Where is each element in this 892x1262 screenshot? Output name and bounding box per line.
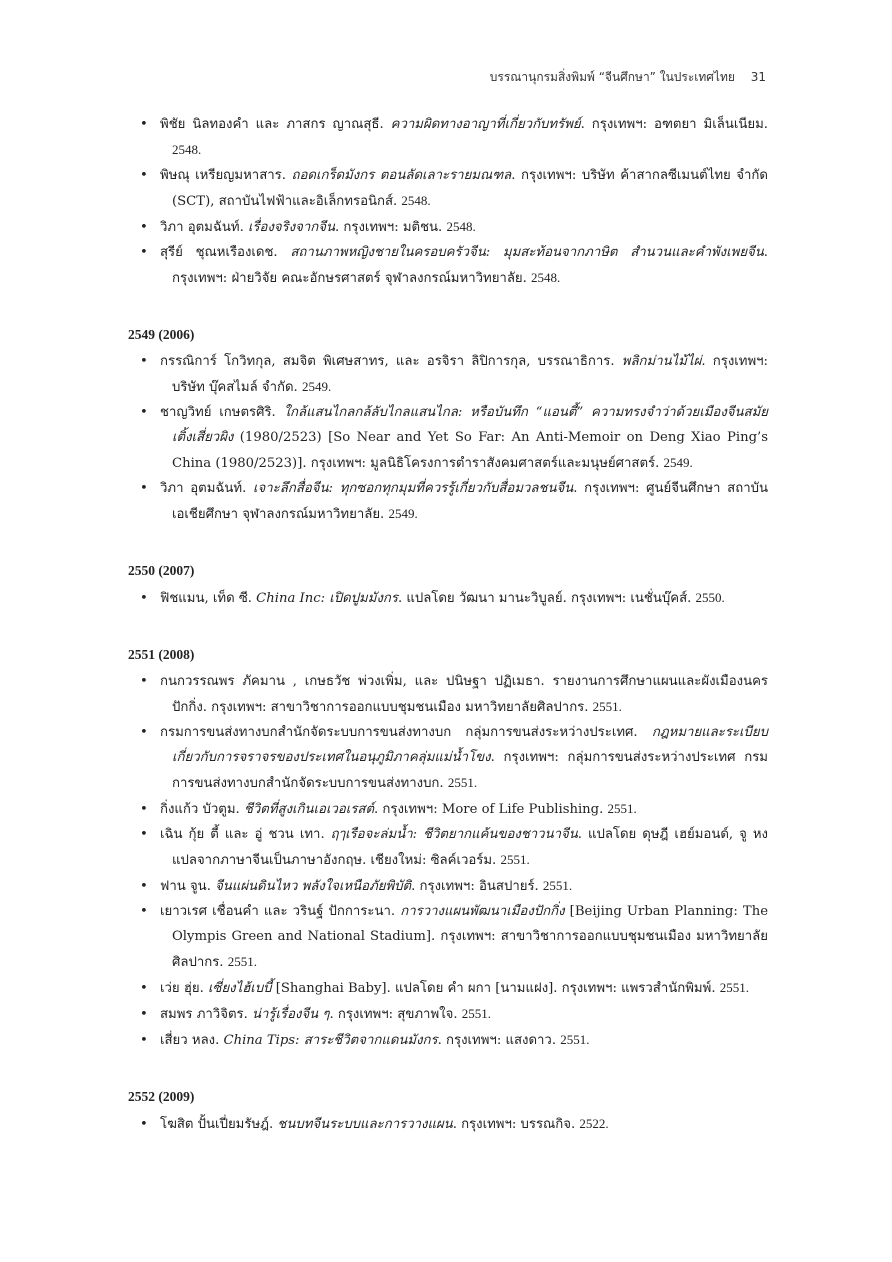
entry-year: 2549.: [663, 455, 693, 470]
entry-title: ฤๅเรือจะล่มน้ำ: ชีวิตยากแค้นของชาวนาจีน: [330, 827, 578, 842]
entry-author-text: ฟาน จูน.: [160, 879, 216, 894]
bibliography-entry: [128, 720, 768, 796]
bibliography-entry: [128, 873, 768, 899]
bibliography-entry: [128, 975, 768, 1001]
entry-year: 2551.: [227, 954, 257, 969]
bibliography-entry: [128, 400, 768, 476]
entry-author-text: เยาวเรศ เชื่อนคำ และ วรินฐ์ ปักการะนา.: [160, 904, 401, 919]
entry-year: 2548.: [172, 142, 202, 157]
entry-author-text: กรรณิการ์ โกวิทกุล, สมจิต พิเศษสาทร, และ อรจิรา ลิปิการกุล, บรรณาธิการ.: [160, 354, 622, 369]
entry-title: ชีวิตที่สูงเกินเอเวอเรสต์: [243, 802, 375, 817]
entry-author-text: เฉิน กุ้ย ตี้ และ อู่ ชวน เทา.: [160, 827, 331, 842]
entry-title: น่ารู้เรื่องจีน ๆ: [251, 1007, 330, 1022]
entry-author-text: โฆสิต ปั้นเปี่ยมรัษฎ์.: [160, 1117, 278, 1132]
bibliography-entry: [128, 669, 768, 720]
entry-title: จีนแผ่นดินไหว พลังใจเหนือภัยพิบัติ: [215, 879, 412, 894]
year-section: [128, 323, 768, 527]
entry-author-text: ฟิชแมน, เท็ด ซี.: [160, 591, 257, 606]
section-entries: [128, 585, 768, 611]
section-entries: [128, 1111, 768, 1137]
section-entries: [128, 349, 768, 527]
entry-title: China Tips: สาระชีวิตจากแดนมังกร: [223, 1033, 438, 1048]
entry-publication-text: . กรุงเทพฯ: บริษัท บุ๊คสไมล์ จำกัด.: [172, 354, 768, 395]
entry-author-text: ชาญวิทย์ เกษตรศิริ.: [160, 405, 284, 420]
entry-title: China Inc: เปิดปูมมังกร: [256, 591, 398, 606]
entry-author-text: พิษณุ เหรียญมหาสาร.: [160, 168, 292, 183]
entry-publication-text: . กรุงเทพฯ: More of Life Publishing.: [374, 802, 608, 817]
entry-author-text: พิชัย นิลทองคำ และ ภาสกร ญาณสุธี.: [160, 117, 391, 132]
entry-author-text: กิ่งแก้ว บัวตูม.: [160, 802, 244, 817]
entry-year: 2522.: [579, 1116, 609, 1131]
intro-entries: [128, 112, 768, 291]
entry-title: ถอดเกร็ดมังกร ตอนลัดเลาะรายมณฑล: [291, 168, 512, 183]
entry-year: 2549.: [388, 506, 418, 521]
bibliography-entry: [128, 899, 768, 975]
entry-author-text: เว่ย ฮุ่ย.: [160, 981, 208, 996]
bibliography-entry: [128, 476, 768, 527]
entry-year: 2551.: [500, 852, 530, 867]
entry-publication-text: . กรุงเทพฯ: ศูนย์จีนศึกษา สถาบันเอเชียศึกษา จุฬาลงกรณ์มหาวิทยาลัย.: [172, 481, 769, 522]
bibliography-content: [128, 112, 768, 1137]
page-number: 31: [750, 70, 766, 84]
bibliography-entry: [128, 1111, 768, 1137]
entry-author-text: วิภา อุตมฉันท์.: [160, 481, 254, 496]
entry-year: 2550.: [695, 590, 725, 605]
entry-year: 2551.: [592, 699, 622, 714]
bibliography-entry: [128, 796, 768, 822]
year-section: [128, 559, 768, 611]
entry-year: 2551.: [719, 980, 749, 995]
bibliography-entry: [128, 112, 768, 163]
entry-year: 2551.: [542, 878, 573, 893]
entry-publication-text: . กรุงเทพฯ: กลุ่มการขนส่งระหว่างประเทศ กรมการขนส่งทางบกสำนักจัดระบบการขนส่งทางบก.: [172, 750, 768, 791]
entry-publication-text: . กรุงเทพฯ: สุขภาพใจ.: [329, 1007, 462, 1022]
entry-publication-text: [Beijing Urban Planning: The Olympis Green and National Stadium]. กรุงเทพฯ: สาขาวิชาการออกแบบชุมชนเมือง มหาวิทยาลัยศิลปากร.: [172, 904, 768, 970]
entry-publication-text: . กรุงเทพฯ: แสงดาว.: [437, 1033, 561, 1048]
entry-title: สถานภาพหญิงชายในครอบครัวจีน: มุมสะท้อนจากภาษิต สำนวนและคำพังเพยจีน: [290, 245, 764, 260]
entry-publication-text: . แปลโดย วัฒนา มานะวิบูลย์. กรุงเทพฯ: เนชั่นบุ๊คส์.: [397, 591, 696, 606]
entry-publication-text: . กรุงเทพฯ: มติชน.: [335, 220, 447, 235]
entry-title: เจาะลึกสื่อจีน: ทุกซอกทุกมุมที่ควรรู้เกี่ยวกับสื่อมวลชนจีน: [253, 481, 574, 496]
sections-container: [128, 323, 768, 1137]
entry-year: 2551.: [461, 1006, 491, 1021]
year-section: [128, 643, 768, 1053]
entry-year: 2548.: [531, 270, 561, 285]
entry-publication-text: . กรุงเทพฯ: บรรณกิจ.: [452, 1117, 580, 1132]
entry-publication-text: . กรุงเทพฯ: บริษัท ค้าสากลซีเมนต์ไทย จำกัด (SCT), สถาบันไฟฟ้าและอิเล็กทรอนิกส์.: [172, 168, 768, 209]
running-title: บรรณานุกรมสิ่งพิมพ์ “จีนศึกษา” ในประเทศไทย: [489, 70, 735, 84]
bibliography-entry: [128, 585, 768, 611]
entry-title: พลิกม่านไม้ไผ่: [621, 354, 702, 369]
entry-author-text: กรมการขนส่งทางบกสำนักจัดระบบการขนส่งทางบก กลุ่มการขนส่งระหว่างประเทศ.: [160, 725, 652, 740]
section-heading: 2549 (2006): [128, 327, 195, 342]
entry-year: 2551.: [607, 801, 637, 816]
entry-publication-text: (1980/2523) [So Near and Yet So Far: An Anti-Memoir on Deng Xiao Ping’s China (1980/2523)]. กรุงเทพฯ: มูลนิธิโครงการตำราสังคมศาสตร์และมนุษย์ศาสตร์.: [172, 430, 768, 471]
section-heading: 2550 (2007): [128, 563, 195, 578]
section-heading: 2552 (2009): [128, 1089, 195, 1104]
entry-publication-text: . แปลโดย ดุษฎี เฮย์มอนด์, จู หง แปลจากภาษาจีนเป็นภาษาอังกฤษ. เชียงใหม่: ซิลค์เวอร์ม.: [172, 827, 768, 868]
bibliography-entry: [128, 1027, 768, 1053]
entry-title: การวางแผนพัฒนาเมืองปักกิ่ง: [400, 904, 565, 919]
entry-title: ใกล้แสนไกลกล้ลับไกลแสนไกล: หรือบันทึก “แอนตี้” ความทรงจำว่าด้วยเมืองจีนสมัยเติ้งเสี่ยวผิง: [172, 405, 768, 445]
entry-year: 2551.: [447, 775, 478, 790]
entry-year: 2548.: [446, 219, 476, 234]
section-entries: [128, 669, 768, 1053]
entry-title: เซี่ยงไฮ้เบบี้: [208, 981, 272, 996]
bibliography-entry: [128, 1001, 768, 1027]
entry-title: ความผิดทางอาญาที่เกี่ยวกับทรัพย์: [390, 117, 581, 132]
entry-publication-text: . กรุงเทพฯ: อินสปายร์.: [411, 879, 543, 894]
bibliography-entry: [128, 163, 768, 214]
entry-author-text: วิภา อุตมฉันท์.: [160, 220, 248, 235]
section-heading: 2551 (2008): [128, 647, 195, 662]
entry-author-text: กนกวรรณพร ภัคมาน , เกษธวัช พ่วงเพิ่ม, และ ปนิษฐา ปฏิเมธา. รายงานการศึกษาแผนและผังเมืองนครปักกิ่ง. กรุงเทพฯ: สาขาวิชาการออกแบบชุมชนเมือง มหาวิทยาลัยศิลปากร.: [160, 674, 768, 715]
bibliography-entry: [128, 822, 768, 873]
entry-year: 2549.: [301, 379, 332, 394]
entry-title: ชนบทจีนระบบและการวางแผน: [277, 1117, 453, 1132]
entry-title: กฎหมายและระเบียบเกี่ยวกับการจราจรของประเทศในอนุภูมิภาคลุ่มแม่น้ำโขง: [172, 725, 768, 765]
entry-publication-text: . กรุงเทพฯ: ฝ่ายวิจัย คณะอักษรศาสตร์ จุฬาลงกรณ์มหาวิทยาลัย.: [172, 245, 768, 286]
entry-year: 2548.: [401, 193, 431, 208]
entry-publication-text: [Shanghai Baby]. แปลโดย คำ ผกา [นามแฝง]. กรุงเทพฯ: แพรวสำนักพิมพ์.: [271, 981, 720, 996]
entry-author-text: เสี่ยว หลง.: [160, 1033, 224, 1048]
entry-title: เรื่องจริงจากจีน: [247, 220, 336, 235]
bibliography-entry: [128, 214, 768, 240]
entry-year: 2551.: [560, 1032, 590, 1047]
entry-author-text: สมพร ภาวิจิตร.: [160, 1007, 252, 1022]
bibliography-entry: [128, 240, 768, 291]
year-section: [128, 1085, 768, 1137]
entry-author-text: สุรีย์ ชุณหเรืองเดช.: [160, 245, 291, 260]
bibliography-entry: [128, 349, 768, 400]
running-header: [490, 68, 766, 87]
entry-publication-text: . กรุงเทพฯ: อฑตยา มิเล็นเนียม.: [580, 117, 768, 132]
